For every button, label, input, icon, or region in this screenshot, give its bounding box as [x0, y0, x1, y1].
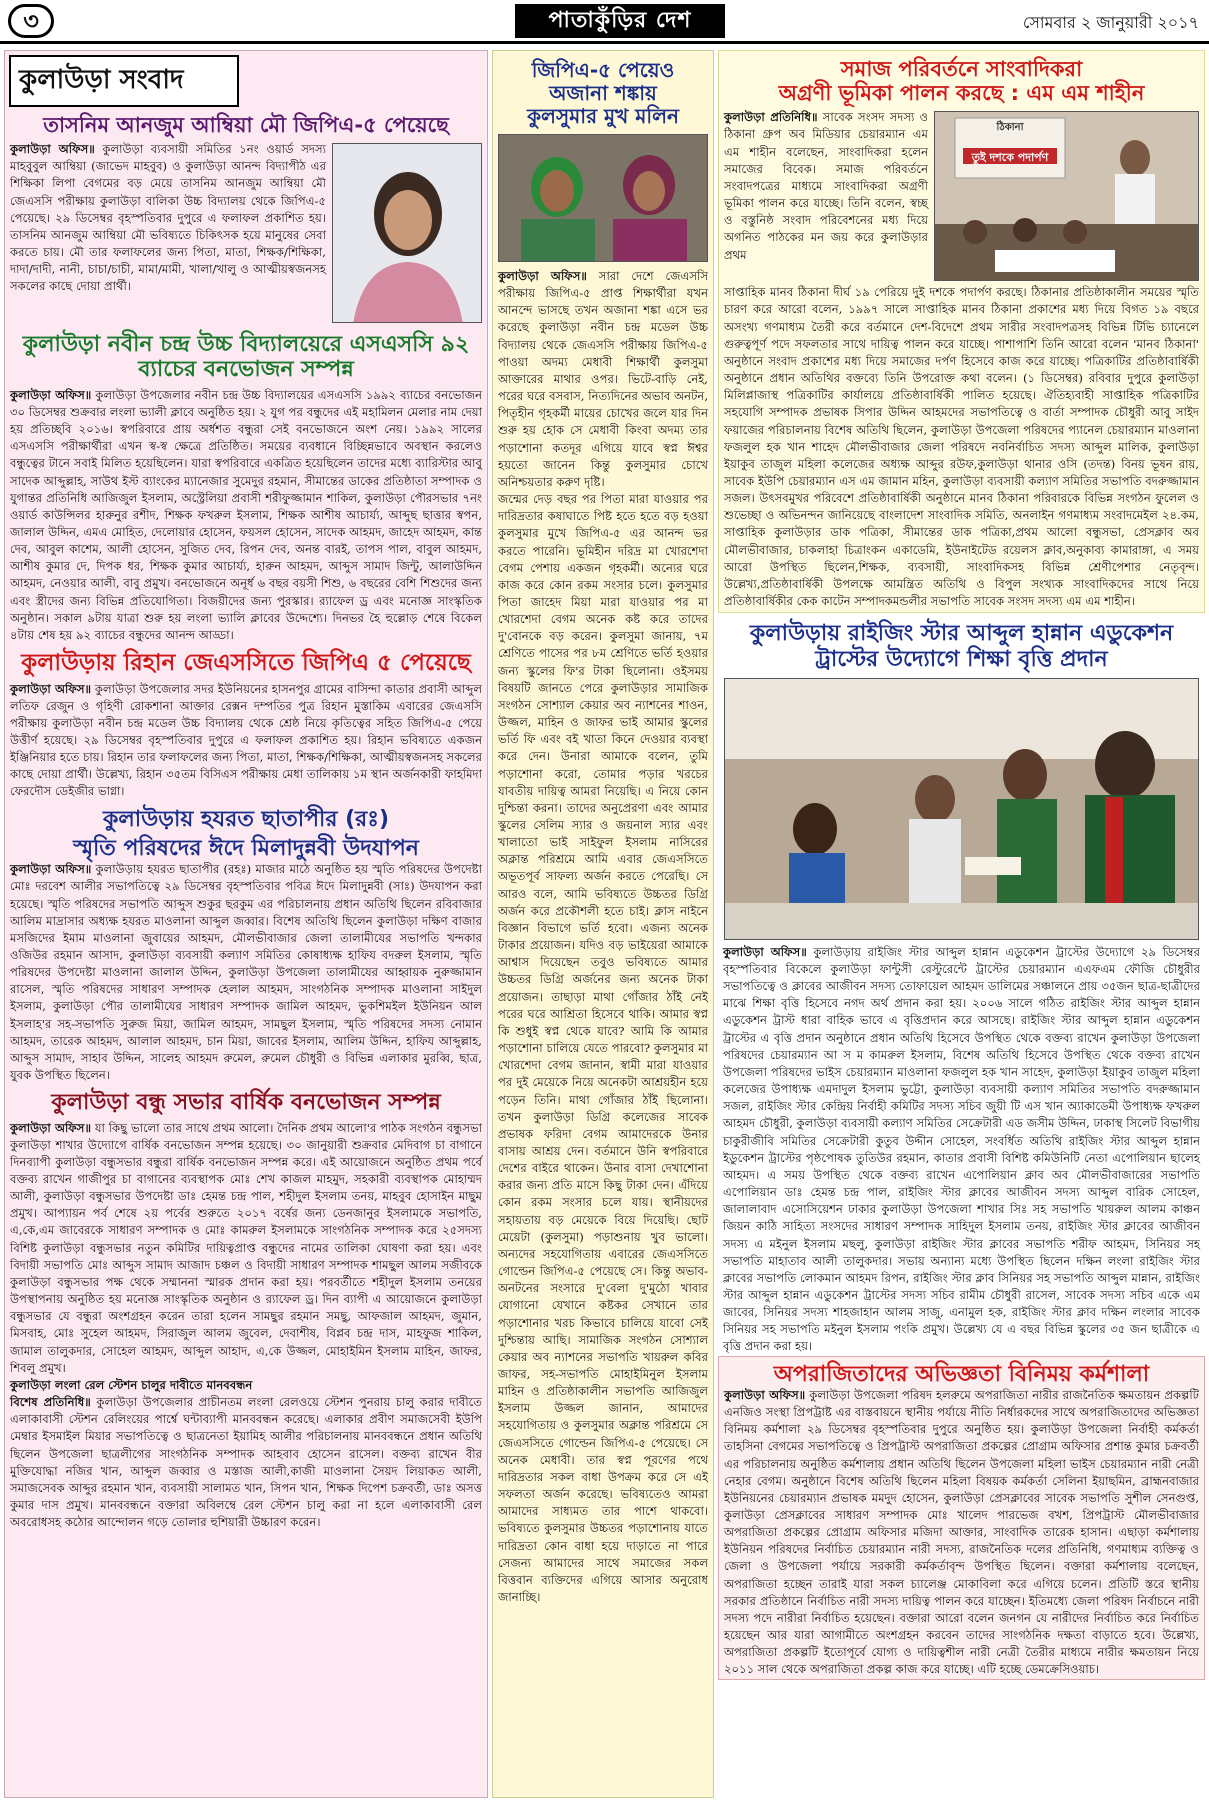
- article-headline: কুলাউড়ায় রিহান জেএসসিতে জিপিএ ৫ পেয়েছে: [21, 650, 471, 677]
- dateline: কুলাউড়া অফিস॥: [10, 387, 92, 402]
- dateline: কুলাউড়া অফিস॥: [723, 944, 807, 959]
- article-headline-1: জিপিএ-৫ পেয়েও: [531, 58, 675, 82]
- article-headline: কুলাউড়া বন্ধু সভার বার্ষিক বনভোজন সম্পন্ন: [51, 1090, 441, 1116]
- banner-text: তুই দশকে পদার্পণ: [971, 151, 1049, 165]
- dateline: কুলাউড়া অফিস॥: [10, 1120, 91, 1135]
- article-body: কুলাউড়া উপজেলার সদর ইউনিয়নের হাসনপুর গ্রামের বাসিন্দা কাতার প্রবাসী আব্দুল লতিফ রেজুন ও গৃহিণী রোকশানা আক্তার রেক্সন দম্পতির পুত্র রিহান মুস্তাকিম এবারের জেএসসি পরীক্ষায় কুলাউড়া নবীন চন্দ্র মডেল উচ্চ বিদ্যালয় থেকে শ্রেষ্ঠ নিয়ে কৃতিত্বের সহিত জিপিএ-৫ পেয়ে উত্তীর্ণ হয়েছে। ২৯ ডিসেম্বর বৃহস্পতিবার দুপুরে এ ফলাফল প্রকাশিত হয়। রিহান ভবিষ্যতে একজন ইঞ্জিনিয়ার হতে চায়। রিহান তার ফলাফলের জন্য পিতা, মাতা, শিক্ষক/শিক্ষিকা, আত্মীয়স্বজনসহ সকলের কাছে দোয়া প্রার্থী। উল্লেখ্য, রিহান ৩৫তম বিসিএস পরীক্ষায় মেধা তালিকায় ১ম স্থান অর্জনকারী ফাহমিদা ফেরদৌস ডেইজীর ভাগ্না।: [10, 681, 482, 799]
- article-rail-station: [5, 1377, 487, 1531]
- article-headline-1: কুলাউড়ায় রাইজিং স্টার আব্দুল হান্নান এডুকেশন: [749, 621, 1174, 647]
- dateline: কুলাউড়া অফিস॥: [10, 142, 95, 157]
- article-milad: [5, 807, 487, 1085]
- article-aparajita: [718, 1356, 1205, 1680]
- page-number: ৩: [8, 4, 54, 38]
- right-column: [718, 50, 1205, 1798]
- article-tasnim: [5, 113, 487, 326]
- scholarship-photo: [724, 678, 1199, 940]
- masthead: পাতাকুঁড়ির দেশ: [515, 4, 725, 38]
- article-headline: তাসনিম আনজুম আম্বিয়া মৌ জিপিএ-৫ পেয়েছে: [43, 113, 449, 137]
- scholarship-illustration: [725, 679, 1199, 940]
- article-picnic-92: [5, 332, 487, 644]
- dateline: কুলাউড়া অফিস॥: [10, 862, 92, 877]
- article-subhead: কুলাউড়া লংলা রেল স্টেশন চালুর দাবীতে মানববন্ধন: [10, 1377, 253, 1392]
- section-title: কুলাউড়া সংবাদ: [9, 55, 239, 107]
- dateline: কুলাউড়া অফিস॥: [498, 269, 587, 283]
- article-body: কুলাউড়া ব্যবসায়ী সমিতির ১নং ওয়ার্ড সদস্য মাহবুবুল আম্বিয়া (জাভেদ মাহবুব) ও কুলাউড়া আনন্দ বিদ্যাপীঠ এর শিক্ষিকা লিপা বেগমের বড় মেয়ে তাসনিম আনজুম আম্বিয়া মৌ জেএসসি পরীক্ষায় কুলাউড়া বালিকা উচ্চ বিদ্যালয় থেকে জিপিএ-৫ পেয়েছে। ২৯ ডিসেম্বর বৃহস্পতিবার দুপুরে এ ফলাফল প্রকাশিত হয়। তাসনিম আনজুম আম্বিয়া মৌ ভবিষ্যতে চিকিৎসক হয়ে মানুষের সেবা করতে চায়। মৌ তার ফলাফলের জন্য পিতা, মাতা, শিক্ষক/শিক্ষিকা, দাদা/দাদী, নানী, চাচা/চাচী, মামা/মামী, খালা/খালু ও আত্মীয়স্বজনসহ সকলের কাছে দোয়া প্রার্থী।: [10, 142, 326, 294]
- article-headline-1: কুলাউড়ায় হযরত ছাতাপীর (রঃ): [102, 806, 390, 832]
- left-column: [4, 50, 488, 1798]
- article-rihan: [5, 650, 487, 801]
- article-body: কুলাউড়া উপজেলার নবীন চন্দ্র উচ্চ বিদ্যালয়ের এসএসসি ১৯৯২ ব্যাচের বনভোজন ৩০ ডিসেম্বর শুক্রবার লংলা ভ্যালী ক্লাবে অনুষ্ঠিত হয়। ২ যুগ পর বন্ধুদের এই মহামিলন মেলার নাম দেয়া হয় প্রতিচ্ছবি ২০১৬। স্বপরিবারে প্রায় অর্ধশত বন্ধুরা সেই বনভোজনে অংশ নেয়। ১৯৯২ সালের এসএসসি পরীক্ষার্থীরা এখন স্ব-স্ব ক্ষেত্রে প্রতিষ্ঠিত। সময়ের ব্যবধানে বিচ্ছিন্নভাবে অবস্থান করলেও বন্ধুত্বের টানে সবাই মিলিত হয়েছিলেন। যারা স্বপরিবারে একত্রিত হয়েছিলেন তাদের মধ্যে ব্যারিস্টার আবু সাদেক আব্দুল্লাহ, সাউথ ইস্ট ব্যাংকের ম্যানেজার সুমেদুর রহমান, সীমান্তের ডাকের প্রতিষ্ঠাতা সম্পাদক ও যুগান্তর প্রতিনিধি আজিজুল ইসলাম, অস্ট্রেলিয়া প্রবাসী শরীফুজ্জামান শাকিল, কুলাউড়া পৌরসভার ৭নং ওয়ার্ড কাউন্সিলর হারুনুর রশীদ, শিক্ষক ফখরুল ইসলাম, শিক্ষক আশীষ আচার্য্য, আব্দুছ ছাত্তার স্বপন, জালাল উদ্দিন, এমএ মোহিত, দেলোয়ার হোসেন, ফয়সল হোসেন, সাদেক আহমদ, জাহেদ আহমদ, কান্ত দেব, আবুল কাশেম, আলী হোসেন, সুজিত দেব, রিপন দেব, অনন্ত বারই, তাপস পাল, বাবুল আহমদ, আশীষ কুমার দে, দিপক ধর, শিক্ষক কুমার আচার্য্য, হারুন আহমদ, আব্দুস সামাদ জিন্টু, আলাউদ্দিন আহমদ, নেওয়ার আলী, বাবু প্রমুখ। বনভোজনে অনূর্ধ ৬ বছর বয়সী শিশু, ৬ বছরের বেশি শিশুদের জন্য এবং স্ত্রীদের জন্য বিভিন্ন প্রতিযোগিতা। বিজয়ীদের জন্য পুরস্কার। র‌্যাফেল ড্র এবং মনোজ্ঞ সাংস্কৃতিক অনুষ্ঠান। সকাল ৯টায় যাত্রা শুরু হয় লংলা ভ্যালি ক্লাবের উদ্দেশ্যে। দিনভর হৈ হুল্লোড় শেষে বিকেল ৪টায় শেষ হয় ৯২ ব্যাচের বন্ধুদের আনন্দ আড্ডা।: [10, 387, 482, 642]
- portrait-illustration: [333, 144, 482, 323]
- article-body-1: সারা দেশে জেএসসি পরীক্ষায় জিপিএ-৫ প্রাপ্ত শিক্ষার্থীরা যখন আনন্দে ভাসছে তখন অজানা শঙ্কা এসে ভর করেছে কুলাউড়া নবীন চন্দ্র মডেল উচ্চ বিদ্যালয় থেকে জেএসসি পরীক্ষায় জিপিএ-৫ পাওয়া অদম্য মেধাবী শিক্ষার্থী কুলসুমা আক্তারের মাথার ওপর। ভিটে-বাড়ি নেই, পরের ঘরে বসবাস, নিত্যদিনের অভাব অনটন, পিতৃহীন গৃহকর্মী মায়ের চোখের জলে যার দিন শুরু হয় হোক সে মেধাবী কিংবা অদম্য তার পড়াশোনা কতদূর এগিয়ে যাবে স্বপ্ন ঈশ্বর হয়তো জানেন কিন্তু কুলসুমার চোখে অনিশ্চয়তার করুণ দৃষ্টি।: [498, 269, 708, 489]
- article-headline-1: সমাজ পরিবর্তনে সাংবাদিকরা: [840, 57, 1083, 81]
- portrait-photo: [332, 143, 482, 323]
- article-headline-2: ট্রাস্টের উদ্যোগে শিক্ষা বৃত্তি প্রদান: [815, 646, 1108, 672]
- article-headline: কুলাউড়া নবীন চন্দ্র উচ্চ বিদ্যালয়েরে এসএসসি ৯২ ব্যাচের বনভোজন সম্পন্ন: [22, 332, 470, 383]
- article-headline-2: অজানা শঙ্কায়: [549, 81, 657, 105]
- article-shahin: [718, 50, 1205, 613]
- article-headline-2: অগ্রণী ভূমিকা পালন করছে : এম এম শাহীন: [778, 81, 1145, 106]
- dateline: বিশেষ প্রতিনিধি॥: [10, 1395, 91, 1410]
- mother-daughter-photo: [498, 134, 708, 262]
- article-body-2: জন্মের দেড় বছর পর পিতা মারা যাওয়ার পর দারিদ্রতার কষাঘাতে পিষ্ট হতে হতে বড় হওয়া কুলসুমার মুখে জিপিএ-৫ এর আনন্দ ভর করতে পারেনি। ভূমিহীন দরিদ্র মা খোরশেদা বেগম পেশায় একজন গৃহকর্মী। অন্যের ঘরে কাজ করে কোন রকম সংসার চলে। কুলসুমার পিতা জাহেদ মিয়া মারা যাওয়ার পর মা খোরশেদা বেগম অনেক কষ্ট করে তাদের দু'বোনকে বড় করেন। কুলসুমা জানায়, ৭ম শ্রেণিতে পাসের পর ৮ম শ্রেণিতে ভর্তি হওয়ার জন্য স্কুলের ফি'র টাকা ছিলোনা। ওইসময় বিষয়টি জানতে পেরে কুলাউড়ার সামাজিক সংগঠন সোশ্যাল কেয়ার অব ন্যাশনের শাওন, উজ্জল, মাহিন ও জাফর ভাই আমার স্কুলের ভর্তি ফি এবং বই খাতা কিনে দেওয়ার ব্যবস্থা করে দেন। উনারা আমাকে বলেন, তুমি পড়াশোনা করো, তোমার পড়ার খরচের যাবতীয় দায়িত্ব আমরা নিয়েছি। এ নিয়ে কোন দুশ্চিন্তা করনা। তাদের অনুপ্রেরণা এবং আমার স্কুলের সেলিম স্যার ও জয়নাল স্যার এবং খালাতো ভাই সাইফুল ইসলাম নাসিরের অক্লান্ত পরিশ্রমে আমি এবার জেএসসিতে অভূতপূর্ব সাফল্য অর্জন করতে পেরেছি। সে আরও বলে, আমি ভবিষ্যতে উচ্চতর ডিগ্রি অর্জন করে প্রকৌশলী হতে চাই। ক্লাস নাইনে বিজ্ঞান বিভাগে ভর্তি হবো। এজন্য অনেক টাকার প্রয়োজন। যদিও বড় ভাইয়েরা আমাকে আশ্বাস দিয়েছেন তবুও ভবিষ্যতে আমার উচ্চতর ডিগ্রি অর্জনের জন্য অনেক টাকা প্রয়োজন। তাছাড়া মাথা গোঁজার ঠাঁই নেই পরের ঘরে আশ্রিতা হিসেবে থাকি। আমার স্বপ্ন কি শুধুই স্বপ্ন থেকে যাবে? আমি কি আমার পড়াশোনা চালিয়ে যেতে পারবো? কুলসুমার মা খোরশেদা বেগম জানান, স্বামী মারা যাওয়ার পর দুই মেয়েকে নিয়ে অনেকটা আশ্রয়হীন হয়ে পড়েন তিনি। মাথা গোঁজার ঠাঁই ছিলোনা। তখন কুলাউড়া ডিগ্রি কলেজের সাবেক প্রভাষক ফরিদা বেগম আমাদেরকে উনার বাসায় আশ্রয় দেন। বর্তমানে উনি স্বপরিবারে দেশের বাইরে থাকেন। উনার বাসা দেখাশোনা করার জন্য প্রতি মাসে কিছু টাকা দেন। এঁদিয়ে কোন রকম সংসার চলে যায়। স্থানীয়দের সহায়তায় বড় মেয়েকে বিয়ে দিয়েছি। ছোট মেয়েটা (কুলসুমা) পড়াশুনায় খুব ভালো। অন্যদের সহযোগিতায় এবারের জেএসসিতে গোল্ডেন জিপিএ-৫ পেয়েছে সে। কিন্তু অভাব-অনটনের সংসারে দু'বেলা দু'মুঠো খাবার যোগানো যেখানে কষ্টকর সেখানে তার পড়াশোনার খরচ কিভাবে চালিয়ে যাবো সেই দুশ্চিন্তায় আছি। সামাজিক সংগঠন সোশ্যাল কেয়ার অব ন্যাশনের সভাপতি খায়রুল কবির জাফর, সহ-সভাপতি মোহাইমিনুল ইসলাম মাহিন ও প্রতিষ্ঠাকালীন সভাপতি আজিজুল ইসলাম উজ্জল জানান, আমাদের সহযোগিতায় ও কুলসুমার অক্লান্ত পরিশ্রমে সে জেএসসিতে গোল্ডেন জিপিএ-৫ পেয়েছে। সে অনেক মেধাবী। তার স্বপ্ন পূরণের পথে দারিদ্রতার সকল বাধা উপক্রম করে সে এই সফলতা অর্জন করেছে। ভবিষ্যতেও আমরা আমাদের সাধ্যমত তার পাশে থাকবো। ভবিষ্যতে কুলসুমার উচ্চতর পড়াশোনায় যাতে দারিদ্রতা কোন বাধা হয়ে দাড়াতে না পারে সেজন্য আমাদের সাথে সমাজের সকল বিত্তবান ব্যক্তিদের এগিয়ে আসার অনুরোধ জানাচ্ছি।: [498, 492, 708, 1605]
- dateline: কুলাউড়া প্রতিনিধি॥: [724, 110, 818, 125]
- article-headline-3: কুলসুমার মুখ মলিন: [527, 104, 679, 128]
- mother-daughter-illustration: [499, 135, 708, 262]
- article-body: কুলাউড়ায় হযরত ছাতাপীর (রহঃ) মাজার মাঠে অনুষ্ঠিত হয় স্মৃতি পরিষদের উপদেষ্টা মোঃ দরবেশ আলীর সভাপতিত্বে ২৯ ডিসেম্বর বৃহস্পতিবার পবিত্র ঈদে মিলাদুন্নবী (সাঃ) উদযাপন করা হয়েছে। স্মৃতি পরিষদের সভাপতি আব্দুস শুকুর ছরকুম এর পরিচালনায় প্রধান অতিথি ছিলেন রবিবাজার আলিম মাদ্রাসার অধ্যক্ষ হযরত মাওলানা আব্দুল জব্বার। বিশেষ অতিথি ছিলেন কুলাউড়া দক্ষিণ বাজার মসজিদের ইমাম মাওলানা জুবায়ের আহমদ, মৌলভীবাজার জেলা তালামীযের সভাপতি খন্দকার ওজিউর রহমান আসাদ, কুলাউড়া ব্যবসায়ী কল্যাণ সমিতির কোষাধ্যক্ষ হাফিয বদরুল ইসলাম, স্মৃতি পরিষদের উপদেষ্টা মাওলানা জালাল উদ্দিন, কুলাউড়া উপজেলা তালামীযের আহ্বায়ক নুরুজ্জামান রাসেল, স্মৃতি পরিষদের সাধারণ সম্পাদক হেলাল আহমদ, সাংগঠনিক সম্পাদক মাওলানা সাইদুল ইসলাম, কুলাউড়া পৌর তালামীযের সাধারণ সম্পাদক জামিল আহমদ, ভুকশিমইল ইউনিয়ন আল ইসলাহ'র সহ-সভাপতি সুরুজ মিয়া, জামিল আহমদ, সামছুল ইসলাম, স্মৃতি পরিষদের সদস্য নোমান আহমদ, তারেক আহমদ, আলাল আহমদ, চান মিয়া, জাবের ইসলাম, আলিম উদ্দিন, হাফিয আব্দুল্লাহ, আব্দুস সামাদ, সাহাব উদ্দিন, সালেহ আহমদ রুমেল, রুমেল চৌধুরী ও বিভিন্ন এলাকার মুরব্বি, ছাত্র, যুবক উপস্থিত ছিলেন।: [10, 862, 482, 1083]
- article-headline-2: স্মৃতি পরিষদের ঈদে মিলাদুন্নবী উদযাপন: [73, 835, 419, 861]
- article-body: যা কিছু ভালো তার সাথে প্রথম আলো। দৈনিক প্রথম আলো'র পাঠক সংগঠন বন্ধুসভা কুলাউড়া শাখার উদ্যোগে বার্ষিক বনভোজন সম্পন্ন হয়েছে। ৩০ জানুয়ারী শুক্রবার মেদিবাগ চা বাগানে দিনব্যাপী কুলাউড়া বন্ধুসভার বন্ধুরা বার্ষিক বনভোজন সম্পন্ন করে। এই আয়োজনে অনুষ্ঠিত প্রথম পর্বে বক্তব্য রাখেন গাজীপুর চা বাগানের ব্যবস্থাপক মোঃ শেখ কাজল মাহমুদ, সহকারী ব্যবস্থাপক মোহাম্মদ আলী, কুলাউড়া বন্ধুসভার উপদেষ্টা ডাঃ হেমন্ত চন্দ্র পাল, শহীদুল ইসলাম তনয়, মাহবুব হোসাইন মাছুম প্রমুখ। আপ্যায়ন পর্ব শেষে ২য় পর্বের শুরুতে ২০১৭ বর্ষের জন্য ডেনজানুর ইসলামকে সভাপতি, এ,কে,এম জাবেরকে সাধারণ সম্পাদক ও মোঃ কামরুল ইসলামকে সাংগঠনিক সম্পাদক করে ২৫সদস্য বিশিষ্ট কুলাউড়া বন্ধুসভার নতুন কমিটির দায়িত্বপ্রাপ্ত বন্ধুদের নামের তালিকা ঘোষণা করা হয়। এবং বিদায়ী সভাপতি মোঃ আব্দুস সামাদ আজাদ চঞ্চল ও বিদায়ী সাধারণ সম্পাদক শামছুল আলম সজীবকে কুলাউড়া বন্ধুসভার পক্ষ থেকে সম্মাননা স্মারক প্রদান করা হয়। পরবর্তীতে শহীদুল ইসলাম তনয়ের উপস্থাপনায় অনুষ্ঠিত হয় মনোজ্ঞ সাংস্কৃতিক অনুষ্ঠান ও র‌্যাফেল ড্র। দিন ব্যাপী এ আয়োজনে কুলাউড়া বন্ধুসভার যে বন্ধুরা অংশগ্রহন করেন তারা হলেন সামছুর রহমান সমছু, আফজাল আহমদ, জুমান, মিসবাহ, মোঃ সুহেল আহমদ, সিরাজুল আলম জুবেল, দেবাশীষ, বিপ্লব চন্দ্র দাস, মাহফুজ শাকিল, জামাল তালুকদার, সোহেল আহমদ, আব্দুল আহাদ, এ,কে উজ্জল, মোহাইমিন ইসলাম মাহিন, জাফর, শিবলু প্রমুখ।: [10, 1120, 482, 1375]
- article-body-2: সাপ্তাহিক মানব ঠিকানা দীর্ঘ ১৯ পেরিয়ে দুই দশকে পদার্পণ করছে। ঠিকানার প্রতিষ্ঠাকালীন সময়ের স্মৃতি চারণ করে আরো বলেন, ১৯৯৭ সালে সাপ্তাহিক মানব ঠিকানা প্রকাশের মধ্য দিয়ে বিগত ১৯ বছরে অসংখ্য গণমাধ্যম তৈরী করে বর্তমানে দেশ-বিদেশে প্রথম সারীর সংবাদপত্রসহ বিভিন্ন টিভি চ্যানেলে গুরুত্বপূর্ণ পদে সফলতার সাথে দায়িত্ব পালন করে যাচ্ছে। পাশাপাশি তিনি আরো বলেন 'মানব ঠিকানা' অনুষ্ঠানে সংবাদ প্রকাশের মধ্য দিয়ে সমাজের দর্পণ হিসেবে কাজ করে যাচ্ছে। পত্রিকাটির প্রতিষ্ঠাবার্ষিকী অনুষ্ঠানে প্রধান অতিথির বক্তব্যে তিনি উপরোক্ত কথা বলেন। (১ ডিসেম্বর) রবিবার দুপুরে কুলাউড়া মিলিপ্লাজাস্থ পত্রিকাটির কার্যালয়ে প্রতিষ্ঠাবার্ষিকী পালিত হয়েছে। ঐতিহ্যবাহী সাপ্তাহিক পত্রিকাটির সহযোগি সম্পাদক প্রভাষক সিপার উদ্দিন আহমদের সভাপতিত্বে ও বার্তা সম্পাদক চৌধুরী আবু সাইদ ফয়াজের পরিচালনায় বিশেষ অতিথি ছিলেন, কুলাউড়া উপজেলা পরিষদের প্যানেল চেয়ারম্যান মাওলানা ফজলুল হক খান শাহেদ মৌলভীবাজার জেলা পরিষদে নবনির্বাচিত সদস্য আব্দুল মালিক, কুলাউড়া ইয়াকুব তাজুল মহিলা কলেজের অধ্যক্ষ আব্দুর রউফ,কুলাউড়া থানার ওসি (তদন্ত) বিনয় ভূষন রায়, সাবেক ইউপি চেয়ারম্যান এস এম জামান মহিন, কুলাউড়া ব্যবসায়ী কল্যাণ সমিতির সভাপতি বদরুজ্জামান সজল। উৎসবমুখর পরিবেশে প্রতিষ্ঠাবার্ষিকী অনুষ্ঠানে মানব ঠিকানা পরিবারকে বিভিন্ন সংগঠন ফুলেল ও শুভেচ্ছা ও অভিনন্দন জানিয়েছে বাংলাদেশ সাংবাদিক সমিতি, অনলাইন গণমাধ্যম সংবাদমেইল ২৪.কম, সাপ্তাহিক কুলাউড়ার ডাক পত্রিকা, সীমান্তের ডাক পত্রিকা,প্রথম আলো বন্ধুসভা, প্রেসক্লাব অব মৌলভীবাজার, চাকলাহা চিত্রাংকন একাডেমি, ইউনাইটেড রয়েলস ক্লাব,অনুকাব্য কামারাঙ্গা, এ সময় আরো উপস্থিত ছিলেন,শিক্ষক, ব্যবসায়ী, সাংবাদিকসহ বিভিন্ন শ্রেণীপেশার নেতৃবৃন্দ। উল্লেখ্য,প্রতিষ্ঠাবার্ষিকী উপলক্ষে আমন্ত্রিত অতিথি ও বিপুল সংখ্যক সাংবাদিকদের সাথে নিয়ে প্রতিষ্ঠাবার্ষিকীর কেক কাটেন সম্পাদকমন্ডলীর সভাপতি সাবেক সংসদ সদস্য এম এম শাহীন।: [724, 285, 1199, 609]
- page-header: [0, 0, 1209, 44]
- article-rising-star: [718, 621, 1205, 1355]
- article-headline: অপরাজিতাদের অভিজ্ঞতা বিনিময় কর্মশালা: [773, 1361, 1150, 1387]
- dateline: কুলাউড়া অফিস॥: [10, 681, 92, 696]
- article-body: কুলাউড়া উপজেলার প্রাচীনতম লংলা রেলওয়ে স্টেশন পুনরায় চালু করার দাবীতে এলাকাবাসী স্টেশন রেলিংয়ের পার্শ্বে ঘন্টাব্যাপী মানববন্ধন করেছে। এলাকার প্রবীণ সমাজসেবী ইউপি মেম্বার ইসমাইল মিয়ার সভাপতিত্বে ও ছাত্রনেতা ইয়ামিহ আলীর পরিচালনায় মানববন্ধনে প্রধান অতিথি ছিলেন উপজেলা ছাত্রলীগের সাংগঠনিক সম্পাদক আহবাব হোসেন রাসেল। বক্তব্য রাখেন বীর মুক্তিযোদ্ধা নজির খান, আব্দুল জব্বার ও মস্তাজ আলী,কাজী মাওলানা সৈয়দ লিয়াকত আলী, সমাজসেবক আব্দুর রহমান খান, ব্যবসায়ী সালামত খান, সিপন খান, শিক্ষক দিপেশ চক্রবর্তী, ডাঃ অসত্ত কুমার দাস প্রমুখ। মানববন্ধনে বক্তারা অবিলম্বে রেল স্টেশন চালু করা না হলে এলাকাবাসী রেল অবরোধসহ কঠোর আন্দোলন গড়ে তোলার হুশিয়ারী উচ্চারণ করেন।: [10, 1395, 482, 1530]
- article-body: কুলাউড়া উপজেলা পরিষদ হলরুমে অপরাজিতা নারীর রাজনৈতিক ক্ষমতায়ন প্রকল্পটি এনজিও সংস্থা প্রিপট্রাষ্ট এর বাস্তবায়নে স্থানীয় পর্যায়ে নীতি নির্ধারকদের সাথে অপরাজিতাদের অভিজ্ঞতা বিনিময় কর্মশালা ২৯ ডিসেম্বর বৃহস্পতিবার দুপুরে অনুষ্ঠিত হয়। কুলাউড়া উপজেলা নির্বাহী কর্মকর্তা তাহসিনা বেগমের সভাপতিত্বে ও প্রিপট্রাস্ট অপরাজিতা প্রকল্পের প্রোগ্রাম অফিসার প্রশান্ত কুমার চক্রবর্তী এর পরিচালনায় অনুষ্ঠিত কর্মশালায় প্রধান অতিথি ছিলেন উপজেলা মহিলা ভাইস চেয়ারম্যান নারী নেত্রী নেহার বেগম। অনুষ্ঠানে বিশেষ অতিথি ছিলেন মহিলা বিষয়ক কর্মকর্তা সেলিনা ইয়াছমিন, ব্রাহ্মনবাজার ইউনিয়নের চেয়ারম্যান প্রভাষক মমদুদ হোসেন, কুলাউড়া প্রেসক্লাবের সাবেক সভাপতি সুশীল সেনগুপ্ত, কুলাউড়া প্রেসক্লাবের সাধারণ সম্পাদক মোঃ খালেদ পারভেজ বখশ, প্রিপট্রাস্ট মৌলভীবাজার অপরাজিতা প্রকল্পের প্রোগ্রাম অফিসার মজিদা আক্তার, সাংবাদিক তারেক হাসান। এছাড়া কর্মশালায় ইউনিয়ন পরিষদের নির্বাচিত চেয়ারম্যান নারী সদস্য, রাজনৈতিক দলের প্রতিনিধি, গণমাধ্যম ব্যক্তিত্ব ও জেলা ও উপজেলা পর্যায়ে সরকারী কর্মকর্তাবৃন্দ উপস্থিত ছিলেন। বক্তারা কর্মশালায় বলেছেন, অপরাজিতা হচ্ছেন তারাই যারা সকল চ্যালেঞ্জ মোকাবিলা করে এগিয়ে চলেন। প্রতিটি স্তরে স্থানীয় সরকার প্রতিষ্ঠানে নির্বাচিত নারী সদস্য দায়িত্ব পালন করে যাচ্ছেন। ইতিমধ্যে জেলা পরিষদ নির্বাচনে নারী সদস্য পদে নারীরা নির্বাচিত হয়েছেন। বক্তারা আরো বলেন জনগন যে নারীদের নির্বাচিত করে নির্বাচিত হয়েছেন আর যারা আগামীতে অংশগ্রহন করবেন তাদের সাংগঠনিক দক্ষতা বাড়াতে হবে। উল্লেখ্য, অপরাজিতা প্রকল্পটি ইতোপূর্বে যোগ্য ও দায়িত্বশীল নারী নেত্রী তৈরীর মাধ্যমে নারীর ক্ষমতায়ন নিয়ে ২০১১ সাল থেকে অপরাজিতা প্রকল্প কাজ করে যাচ্ছে। এটি হচ্ছে ডেমক্রেসিওয়াচ।: [724, 1387, 1199, 1677]
- article-bondhusova: [5, 1090, 487, 1377]
- anniversary-illustration: [935, 112, 1199, 281]
- middle-column: [492, 50, 714, 1798]
- article-body-1: সাবেক সংসদ সদস্য ও ঠিকানা গ্রুপ অব মিডিয়ার চেয়ারম্যান এম এম শাহীন বলেছেন, সাংবাদিকরা হলেন সমাজের বিবেক। সমাজ পরিবর্তনে সংবাদপত্রের মাধ্যমে সাংবাদিকরা অগ্রণী ভূমিকা পালন করে যাচ্ছে। তিনি বলেন, স্বচ্ছ ও বস্তুনিষ্ঠ সংবাদ পরিবেশনের মধ্য দিয়ে অগনিত পাঠকের মন জয় করে কুলাউড়ার প্রথম: [724, 110, 928, 262]
- anniversary-photo: [934, 111, 1199, 281]
- banner-small-text: ঠিকানা: [996, 122, 1024, 134]
- article-body: কুলাউড়ায় রাইজিং স্টার আব্দুল হান্নান এডুকেশন ট্রাস্টের উদ্যোগে ২৯ ডিসেম্বর বৃহস্পতিবার বিকেলে কুলাউড়া ফান্টুসী রেস্টুরেন্টে ট্রাস্টের চেয়ারম্যান এএফএম ফৌজি চৌধুরীর সভাপতিত্বে ও ক্লাবের আজীবন সদস্য তোফায়েল আহমদ ডালিমের সঞ্চালনে প্রায় ৩৫জন ছাত্র-ছাত্রীদের মাঝে শিক্ষা বৃত্তি হিসেবে নগদ অর্থ প্রদান করা হয়। ২০০৬ সালে গঠিত রাইজিং স্টার আব্দুল হান্নান এডুকেশন ট্রাস্ট ধারা বাহিক ভাবে এ বৃত্তিপ্রদান করে আসছে। রাইজিং স্টার আব্দুল হান্নান এডুকেশন ট্রাস্টের এ বৃত্তি প্রদান অনুষ্ঠানে প্রধান অতিথি হিসেবে উপস্থিত থেকে বক্তব্য রাখেন কুলাউড়া উপজেলা পরিষদের চেয়ারম্যান আ স ম কামরুল ইসলাম, বিশেষ অতিথি হিসেবে উপস্থিত থেকে বক্তব্য রাখেন উপজেলা পরিষদের ভাইস চেয়ারম্যান মাওলানা ফজলুল হক খান সাহেদ, কুলাউড়া ইয়াকুব তাজুল মহিলা কলেজের উপাধ্যক্ষ এমদাদুল ইসলাম ভুট্টো, কুলাউড়া ব্যবসায়ী কল্যাণ সমিতির সভাপতি বদরুজ্জামান সজল, রাইজিং স্টার কেন্দ্রিয় নির্বাহী কমিটির সদস্য সচিব জুয়ী টি এস খান অ্যাকাডেমী উপাধ্যক্ষ ফখরুল আহমদ চৌধুরী, কুলাউড়া ব্যবসায়ী কল্যাণ সমিতির সেক্রেটারী এড জসীম উদ্দিন, ঢাকাস্থ সিলেট বিভাগীয় চাকুরীজীবি সমিতির সেক্রেটারী কুতুব উদ্দীন সোহেল, সংবর্ধিত অতিথি রাইজিং স্টার আব্দুল হান্নান ইডুকেশন ট্রাস্টের পৃষ্ঠপোষক তুতিউর রহমান, কাতার প্রবাসী বিশিষ্ট কমিউনিটি নেতা এপোলিয়ান ছালেহ আহমদ। এ সময় উপস্থিত থেকে বক্তব্য রাখেন এপোলিয়ান ক্লাব অব মৌলভীবাজারের সভাপতি এপোলিয়ান ডাঃ হেমন্ত চন্দ্র পাল, রাইজিং স্টার ক্লাবের আজীবন সদস্য আব্দুল বারিক সোহেল, জালালাবাদ এসোসিয়েশন ঢাকার কুলাউড়া উপজেলা শাখার সিঃ সহ সভাপতি খায়রুল আলম কাঞ্চন জিয়ন কাঠি সাহিত্য সংসদের সাধারণ সম্পাদক সাহিদুল ইসলাম তনয়, রাইজিং স্টার ক্লাবের আজীবন সদস্য এ মইনুল ইসলাম মছলু, কুলাউড়া রাইজিং স্টার ক্লাবের সভাপতি শরীফ আহমদ, সিনিয়র সহ সভাপতি মাহাতাব আলী তালুকদার। সভায় অন্যান্য মধ্যে উপস্থিত ছিলেন দক্ষিন লংলা রাইজিং স্টার ক্লাবের সভাপতি লোকমান আহমদ রিপন, রাইজিং স্টার ক্লাব সিনিয়র সহ সভাপতি আব্দুল মান্নান, রাইজিং স্টার আব্দুল হান্নান এডুকেশন ট্রাস্টের সদস্য সচিব রামীম চৌধুরী রাসেল, সাবেক সদস্য সচিব একে এম জাবের, সিনিয়র সদস্য শাহজাহান আলম সাজু, এনামুল হক, রাইজিং স্টার ক্লাব দক্ষিন লংলার সাবেক সিনিয়র সহ সভাপতি মইনুল ইসলাম পংকি প্রমুখ। উল্লেখ্য যে এ বছর বিভিন্ন স্কুলের ৩৫ জন ছাত্রীকে এ বৃত্তি প্রদান করা হয়।: [723, 944, 1200, 1354]
- dateline: কুলাউড়া অফিস॥: [724, 1387, 806, 1402]
- issue-date: সোমবার ২ জানুয়ারী ২০১৭: [1022, 13, 1199, 32]
